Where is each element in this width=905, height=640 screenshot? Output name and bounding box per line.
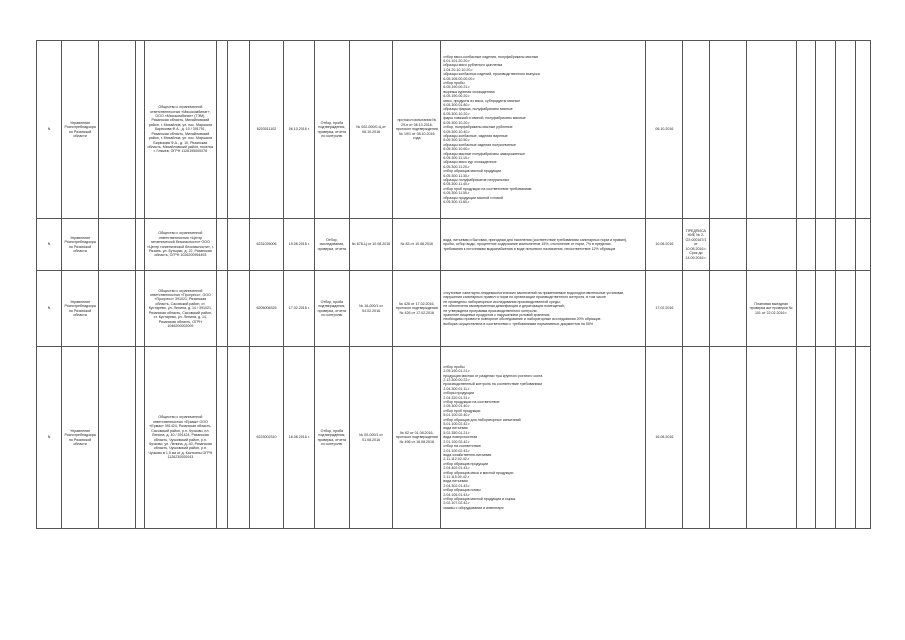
result-line: 5.01.100.02.40-г: [443, 413, 470, 418]
results-cell: [441, 41, 646, 219]
inn-cell: 6231026006: [249, 219, 284, 271]
reason-cell: Отбор, исследования, проверка, отчета: [314, 219, 349, 271]
authority-cell: Управление Роспотребнадзора по Рязанской области: [62, 271, 99, 347]
result-line: не проведены лабораторные исследования производственной среды;: [443, 299, 561, 304]
empty-cell: [835, 219, 855, 271]
order-cell: № 00-000/1 от 01.08.2016: [349, 347, 393, 529]
result-line: отбор продукции на соответствие: [443, 400, 500, 405]
date-cell: 17.02.2016 г.: [284, 271, 315, 347]
date-cell: 19.08.2016 г.: [284, 219, 315, 271]
result-line: 6.05.300.11.50-г: [443, 191, 470, 196]
result-line: не обеспечена своевременная дезинфекция и дератизация помещений;: [443, 304, 565, 309]
result-line: 6.05.105.00.00.00-г: [443, 76, 475, 81]
empty-cell: [709, 347, 746, 529]
result-line: 5.01.100.02.42-г: [443, 422, 470, 427]
remark-cell: [746, 347, 796, 529]
result-line: хранение пищевых продуктов с нарушением условий хранения,: [443, 312, 551, 317]
empty-cell: [816, 41, 836, 219]
table-row: [37, 271, 871, 347]
reason-cell: Отбор, проба подтверждения, проверка, отчета по контролю: [314, 347, 349, 529]
result-line: 6.05.300.10.40-г: [443, 129, 470, 134]
entity-cell: Общество с ограниченной ответственностью «Мясокомбинат», ООО «Мясокомбинат» (ТЭМ), Рязанская область, Михайловский район, г. Михайлов, ул. пос. Маршала Бирюзова Ф.А., д. 10 / 391791, Рязанская область, Михайловский район, г. Михайлов, ул. пос. Маршала Бирюзова Ф.А., д. 10, Рязанская область, Михайловский район, поселок г. Гляжев, ОГРН 1126195000076: [144, 41, 216, 219]
result-line: образцы фарша, полуфабрикаты мясные: [443, 107, 513, 112]
result-line: смывы с оборудования и инвентаря: [443, 505, 504, 510]
empty-cell: [99, 271, 136, 347]
result-line: вырезка куриная охлажденная: [443, 89, 495, 94]
result-line: мясо, продукты из мяса, субпродукты мясные: [443, 98, 521, 103]
empty-cell: [136, 347, 145, 529]
remedy-cell: [683, 271, 709, 347]
result-line: 2.11.112.02.42-г: [443, 457, 470, 462]
result-line: продукция мясная от разделки туш крупного рогатого скота: [443, 373, 543, 378]
result-line: 6.05.300.11.30-г: [443, 173, 470, 178]
empty-cell: [855, 41, 870, 219]
remedy-cell: [683, 41, 709, 219]
result-line: 2.05.190.01.21-г: [443, 369, 470, 374]
result-line: 2.04.105.01.43-г: [443, 492, 470, 497]
empty-cell: [136, 271, 145, 347]
result-line: образцы мясные полуфабрикаты замороженные: [443, 151, 525, 156]
result-line: отбор, полуфабрикаты мясные рубленые: [443, 125, 513, 130]
result-line: образцы колбасных изделий, производственного выпуска: [443, 72, 540, 77]
results-cell: [441, 271, 646, 347]
empty-cell: [816, 347, 836, 529]
remedy-cell: ПРЕДПИСАНИЕ № 2-ОЗ 000167/1 от 10.08.2016 г. Срок до 14.09.2016 г.: [683, 219, 709, 271]
inn-cell: 6223002310: [249, 347, 284, 529]
empty-cell: [709, 41, 746, 219]
reason-cell: Отбор, проба подтверждения, проверка, отчета по контролю: [314, 271, 349, 347]
inn-cell: 6203011102: [249, 41, 284, 219]
result-line: 6.05.300.11.10-г: [443, 155, 470, 160]
result-line: не утверждена программа производственного контроля;: [443, 308, 538, 313]
result-line: 2.05.300.01.40-г: [443, 404, 470, 409]
empty-cell: [216, 271, 227, 347]
result-line: 5.02.350.01.21-г: [443, 430, 470, 435]
empty-cell: [136, 41, 145, 219]
result-line: отбор образцов мясной продукции: [443, 169, 502, 174]
result-line: отбор проб продукции на соответствие требованиям: [443, 186, 532, 191]
result-line: отбор пробы: [443, 364, 465, 369]
empty-cell: [99, 219, 136, 271]
result-line: вода питьевая: [443, 479, 468, 484]
date-cell: 06.10.2016 г.: [284, 41, 315, 219]
empty-cell: [796, 219, 816, 271]
result-line: нарушения санитарных правил и норм по организации производственного контроля, в том числе: [443, 295, 606, 300]
order-cell: № 16-000/1 от 04.02.2016: [349, 271, 393, 347]
registry-table: [36, 40, 871, 529]
result-line: образцы продукции мясной готовой: [443, 195, 503, 200]
result-line: фарш говяжий и свиной, полуфабрикаты мясные: [443, 116, 526, 121]
result-line: 2.04.320.01.31-г: [443, 395, 470, 400]
protocol-cell: № 83 от 10.08.2016: [393, 219, 441, 271]
result-line: вода хозяйственно-питьевая: [443, 452, 492, 457]
authority-cell: Управление Роспотребнадзора по Рязанской области: [62, 347, 99, 529]
result-line: отбор на соответствие: [443, 444, 482, 449]
empty-cell: [816, 219, 836, 271]
authority-cell: Управление Роспотребнадзора по Рязанской области: [62, 219, 99, 271]
row-number: N: [37, 219, 62, 271]
empty-cell: [709, 219, 746, 271]
empty-cell: [855, 347, 870, 529]
inn-cell: 6205006325: [249, 271, 284, 347]
empty-cell: [227, 219, 249, 271]
result-line: 6.05.300.11.20-г: [443, 164, 470, 169]
empty-cell: [835, 347, 855, 529]
result-line: 6.05.300.10.20-г: [443, 111, 470, 116]
result-line: 2.04.300.01.11-г: [443, 386, 470, 391]
result-line: 2.02.107.02.42-г: [443, 501, 470, 506]
result-line: 6.05.300.10.60-г: [443, 147, 470, 152]
empty-cell: [855, 219, 870, 271]
result-line: необходимо провести повторное обследование и лабораторные исследования 20% образцов: [443, 317, 601, 322]
result-line: 6.05.300.10.50-г: [443, 138, 470, 143]
order-cell: № 002-000/0-Ц от 06.10.2016: [349, 41, 393, 219]
entity-cell: Общество с ограниченной ответственностью «Ермак» ООО «Ермак» 391424, Рязанская область, Сасовский район, р.п. Чучково, пл. Ленина, д. 40 / 391424, Рязанская область, Чучковский район, р.п. Чучково, ул. Ленина, д. 40, Рязанская область, Чучковский район, р.п. Чучково в 1,5 км от д. Кастьяны ОГРН 1126230000043: [144, 347, 216, 529]
entity-cell: Общество с ограниченной ответственностью «Центр гигиенической безопасности» ООО «Центр гигиенической безопасности», г. Рязань, ул. Бутырки, д. 22, Рязанская область, ОГРН 1026200954493: [144, 219, 216, 271]
result-date-cell: 16.08.2016: [646, 347, 683, 529]
result-line: вода, питьевая и бытовая, пригодная для населения (соответствие требованиям санитарных норм и правил),: [443, 237, 628, 242]
empty-cell: [835, 271, 855, 347]
results-cell: [441, 219, 646, 271]
result-date-cell: 17.02.2016: [646, 271, 683, 347]
result-line: 2.04.302.01.43-г: [443, 483, 470, 488]
empty-cell: [855, 271, 870, 347]
result-line: отборы продукции: [443, 391, 474, 396]
remark-cell: [746, 219, 796, 271]
empty-cell: [216, 219, 227, 271]
result-line: 6.05.300.10.20-г: [443, 120, 470, 125]
result-line: отбор проб продукции: [443, 408, 481, 413]
result-line: образцы колбасные, изделия вареные: [443, 133, 508, 138]
authority-cell: Управление Роспотребнадзора по Рязанской области: [62, 41, 99, 219]
result-date-cell: 10.08.2016: [646, 219, 683, 271]
result-date-cell: 06.10.2016: [646, 41, 683, 219]
row-number: N: [37, 347, 62, 529]
row-number: N: [37, 41, 62, 219]
table-row: [37, 347, 871, 529]
result-line: образцы полуфабрикатов натуральных: [443, 177, 510, 182]
empty-cell: [136, 219, 145, 271]
reason-cell: Отбор, проба подтверждения, проверка, отчета по контролю: [314, 41, 349, 219]
empty-cell: [227, 41, 249, 219]
remark-cell: Плановая выездная проверка акт проверки № 101 от 22.02.2016 г.: [746, 271, 796, 347]
table-row: [37, 219, 871, 271]
empty-cell: [99, 41, 136, 219]
row-number: N: [37, 271, 62, 347]
protocol-cell: № 62 от 01.08.2016, протокол подтверждения № 496 от 16.08.2016: [393, 347, 441, 529]
empty-cell: [216, 347, 227, 529]
result-line: требования к источникам водоснабжения и воде питьевого назначения, несоответствие 12% образцов: [443, 246, 616, 251]
date-cell: 16.08.2016 г.: [284, 347, 315, 529]
empty-cell: [796, 347, 816, 529]
result-line: отбор образцов мяса и мясной продукции: [443, 470, 514, 475]
result-line: 2.04.402.01.43-г: [443, 466, 470, 471]
result-line: образцы мясо рубленого цыпленка: [443, 63, 503, 68]
empty-cell: [99, 347, 136, 529]
result-line: 6.05.300.11.60-г: [443, 200, 470, 204]
result-line: отбор образцов почвы: [443, 488, 481, 493]
result-line: отбор образцов мясной продукции и сырья: [443, 496, 516, 501]
empty-cell: [816, 271, 836, 347]
result-line: отсутствие санитарно-эпидемиологических заключений на применяемые водоподготовительные установки,: [443, 290, 625, 295]
result-line: отбор пробы: [443, 81, 465, 86]
result-line: 2.11.115.00.42-г: [443, 474, 470, 479]
result-line: отбор образцов для лабораторных испытаний: [443, 417, 521, 422]
result-line: 6.05.300.11.40-г: [443, 182, 470, 187]
result-line: 6.05.190.00.20-г: [443, 94, 470, 99]
result-line: вода поверхностная: [443, 435, 478, 440]
protocol-cell: № 426 от 17.02.2016, протокол подтверждения № 426 от 17.02.2016: [393, 271, 441, 347]
remedy-cell: [683, 347, 709, 529]
protocol-cell: протокол испытания № 29-п от 06.10.2016, протокол подтверждения № 19/1 от 08.10.2016 года: [393, 41, 441, 219]
empty-cell: [227, 271, 249, 347]
result-line: образцы колбасные изделия полукопченые: [443, 142, 516, 147]
result-line: отбор образцов продукции: [443, 461, 488, 466]
result-line: 6.05.300.01.80-г: [443, 103, 470, 108]
result-line: 6.01.101.20.20-г: [443, 59, 470, 63]
result-line: пробы, отбор воды, процентное содержание компонентов 15%, отклонение от норм, 7% в пределах,: [443, 242, 612, 247]
result-line: образцы мясо кур охлажденное: [443, 160, 497, 165]
empty-cell: [796, 41, 816, 219]
results-cell: [441, 347, 646, 529]
result-line: выборка осуществлена в соответствии с требованиями нормативных документов на 50%: [443, 321, 594, 326]
result-line: 2.12.300.00.22-г: [443, 378, 470, 383]
empty-cell: [216, 41, 227, 219]
result-line: производственный контроль на соответствие требованиям: [443, 382, 542, 387]
result-line: 1.04.20.10.10.20-г: [443, 67, 473, 72]
result-line: 2.01.100.02.42-г: [443, 439, 470, 444]
empty-cell: [227, 347, 249, 529]
entity-cell: Общество с ограниченной ответственностью «Прогресс», ООО «Прогресс» 391021, Рязанская область, Сасовский район, ст. Кустарево, ул. Ленина, д. 14 / 391021, Рязанская область, Сасовский район, ст. Кустарево, ул. Ленина, д. 14, Рязанская область, ОГРН 1046200002009: [144, 271, 216, 347]
result-line: 6.05.190.00.21-г: [443, 85, 470, 90]
order-cell: № 678-Ц от 10.08.2016: [349, 219, 393, 271]
result-line: 2.01.100.02.43-г: [443, 448, 470, 453]
empty-cell: [796, 271, 816, 347]
empty-cell: [709, 271, 746, 347]
result-line: отбор мясо-колбасные изделия, полуфабрикаты мясные: [443, 54, 539, 59]
table-row: [37, 41, 871, 219]
result-line: вода питьевая: [443, 426, 468, 431]
empty-cell: [835, 41, 855, 219]
remark-cell: [746, 41, 796, 219]
